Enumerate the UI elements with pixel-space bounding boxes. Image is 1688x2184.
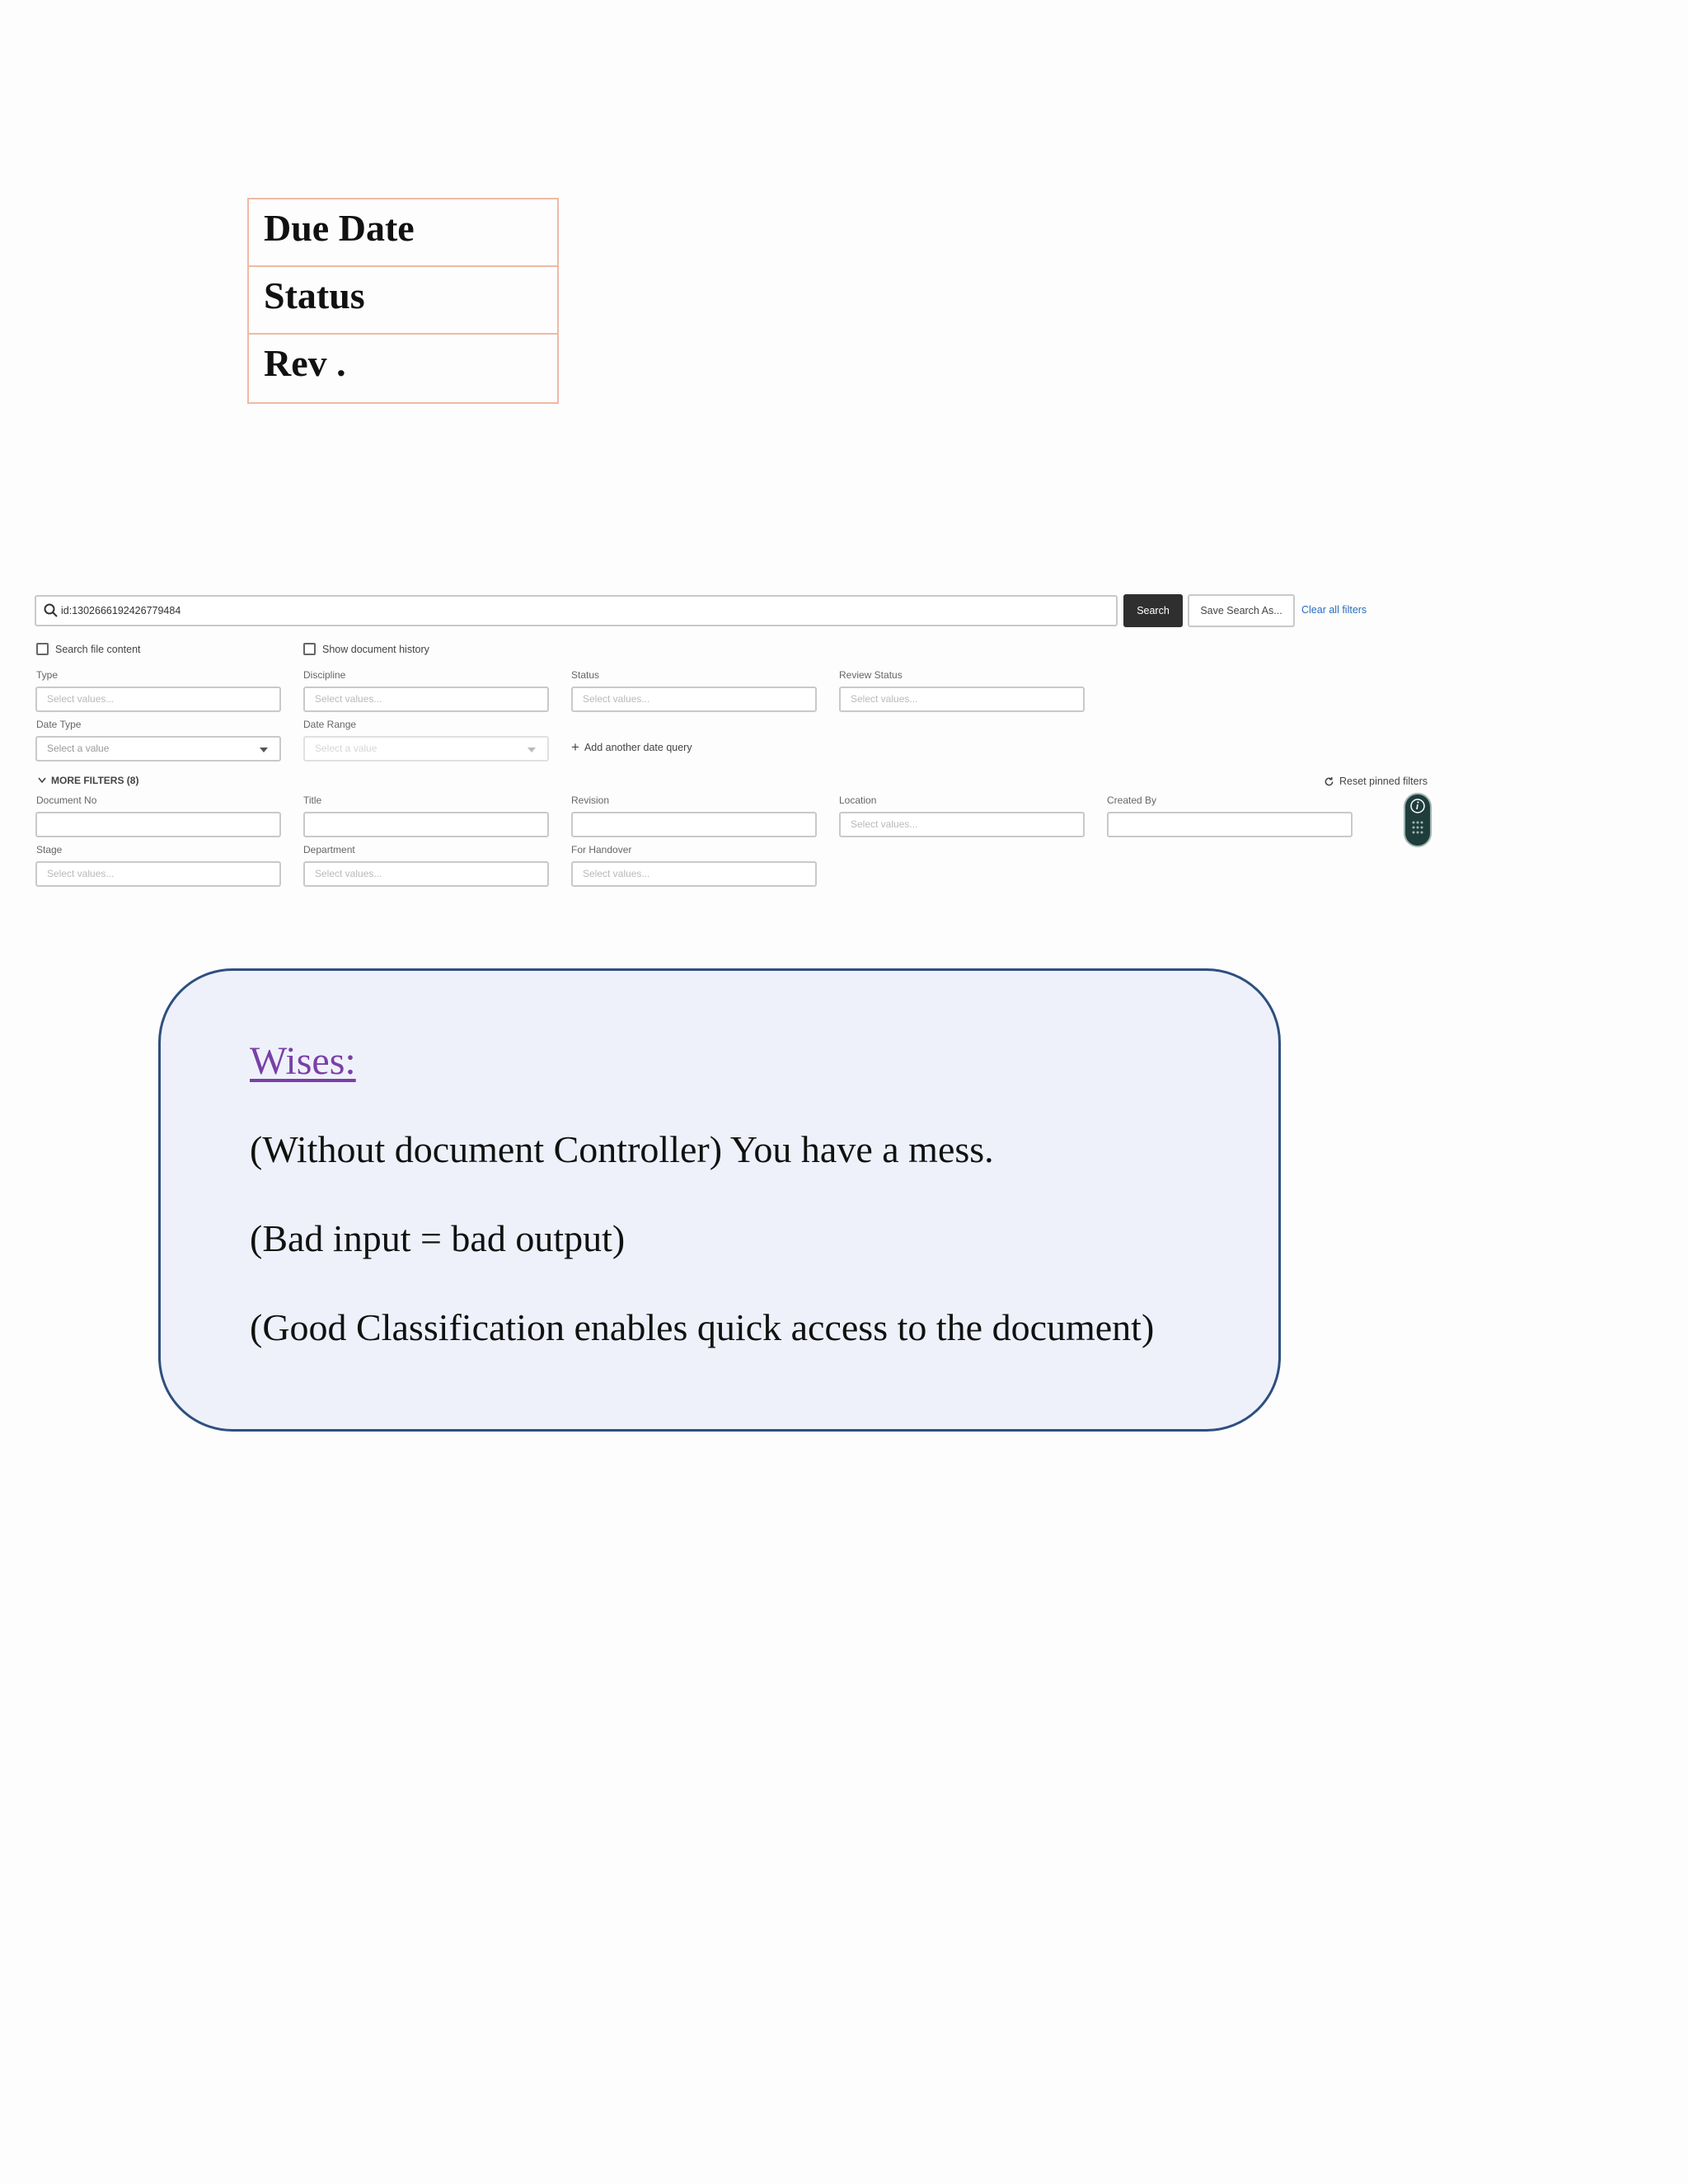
plus-icon: + — [571, 739, 579, 755]
filter-label-revision: Revision — [571, 794, 610, 806]
show-document-history-checkbox[interactable] — [303, 643, 429, 655]
filter-label-date-range: Date Range — [303, 719, 357, 730]
date-range-value: Select a value — [315, 743, 377, 754]
reset-label: Reset pinned filters — [1339, 776, 1428, 787]
type-select[interactable]: Select values... — [35, 687, 281, 712]
chevron-down-icon — [38, 777, 46, 784]
date-range-dropdown[interactable] — [303, 736, 549, 762]
callout-title: Wises: — [250, 1039, 356, 1083]
filter-label-date-type: Date Type — [36, 719, 82, 730]
search-file-content-checkbox[interactable] — [36, 643, 141, 655]
info-icon — [1405, 794, 1430, 846]
date-type-dropdown[interactable] — [35, 736, 281, 762]
checkbox-icon[interactable] — [303, 643, 316, 655]
clear-all-filters-link[interactable]: Clear all filters — [1301, 604, 1367, 616]
filter-label-document-no: Document No — [36, 794, 97, 806]
checkbox-icon[interactable] — [36, 643, 49, 655]
review-status-select[interactable]: Select values... — [839, 687, 1085, 712]
add-date-query-label: Add another date query — [584, 742, 692, 753]
filter-label-stage: Stage — [36, 844, 63, 855]
department-select[interactable]: Select values... — [303, 861, 549, 887]
field-table — [247, 198, 559, 404]
filter-label-type: Type — [36, 669, 59, 681]
callout-line-1: (Without document Controller) You have a mess. — [250, 1128, 994, 1170]
reset-pinned-filters-button[interactable] — [1324, 776, 1428, 787]
search-input[interactable] — [61, 602, 1108, 620]
filter-label-title: Title — [303, 794, 322, 806]
checkbox-label: Show document history — [322, 643, 429, 655]
field-row-status: Status — [249, 267, 557, 335]
reset-icon — [1324, 776, 1334, 787]
callout-line-3: (Good Classification enables quick access to the document) — [250, 1306, 1155, 1348]
filter-label-location: Location — [839, 794, 877, 806]
chevron-down-icon — [528, 748, 536, 752]
filter-label-review-status: Review Status — [839, 669, 903, 681]
filter-label-status: Status — [571, 669, 600, 681]
date-type-value: Select a value — [47, 743, 110, 754]
search-icon — [43, 602, 59, 619]
add-date-query-button[interactable] — [571, 739, 692, 755]
help-widget[interactable] — [1404, 793, 1432, 847]
created-by-input[interactable] — [1107, 812, 1353, 837]
search-bar[interactable] — [35, 595, 1118, 626]
for-handover-select[interactable]: Select values... — [571, 861, 817, 887]
title-input[interactable] — [303, 812, 549, 837]
revision-input[interactable] — [571, 812, 817, 837]
chevron-down-icon — [260, 748, 268, 752]
search-button[interactable]: Search — [1123, 594, 1183, 627]
filter-label-department: Department — [303, 844, 355, 855]
document-search-panel — [0, 577, 1688, 907]
filter-label-created-by: Created By — [1107, 794, 1157, 806]
save-search-as-button[interactable]: Save Search As... — [1188, 594, 1295, 627]
field-row-rev: Rev . — [264, 342, 346, 384]
more-filters-label: MORE FILTERS (8) — [51, 775, 139, 786]
callout-line-2: (Bad input = bad output) — [250, 1217, 626, 1259]
stage-select[interactable]: Select values... — [35, 861, 281, 887]
filter-label-discipline: Discipline — [303, 669, 346, 681]
document-no-input[interactable] — [35, 812, 281, 837]
discipline-select[interactable]: Select values... — [303, 687, 549, 712]
location-select[interactable]: Select values... — [839, 812, 1085, 837]
checkbox-label: Search file content — [55, 643, 141, 655]
wises-callout — [158, 968, 1281, 1432]
field-row-due-date: Due Date — [249, 199, 557, 267]
filter-label-for-handover: For Handover — [571, 844, 632, 855]
status-select[interactable]: Select values... — [571, 687, 817, 712]
more-filters-toggle[interactable] — [38, 775, 138, 786]
